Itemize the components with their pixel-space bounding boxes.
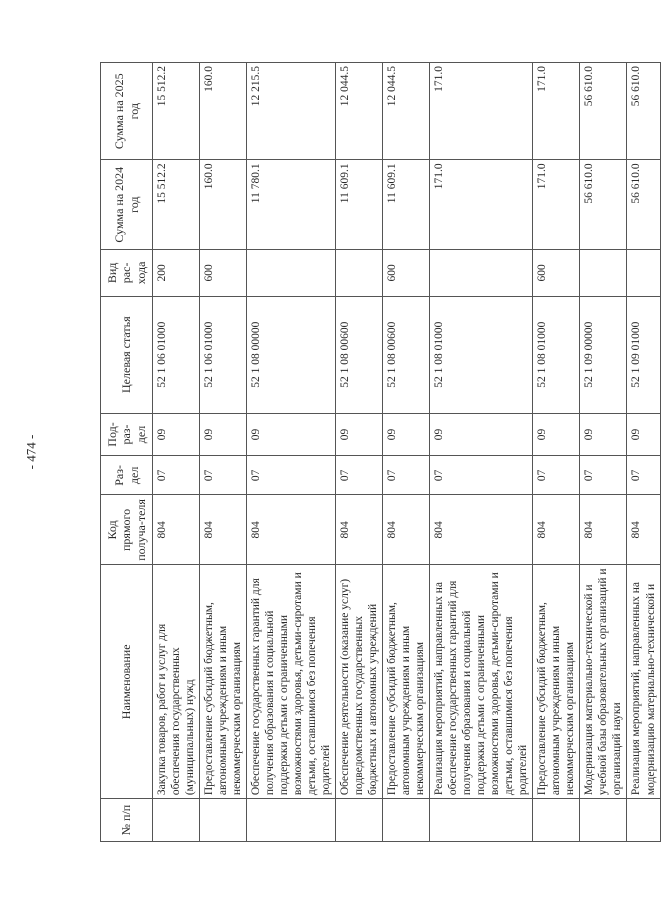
cell-num: [336, 799, 383, 842]
cell-vid: [580, 250, 627, 297]
cell-code: 804: [200, 495, 247, 565]
cell-sum2024: 11 609.1: [336, 160, 383, 250]
cell-vid: [247, 250, 336, 297]
cell-razdel: 07: [200, 456, 247, 495]
cell-article: 52 1 08 00600: [383, 296, 430, 413]
cell-sum2025: 171.0: [430, 63, 533, 160]
table-row: [153, 63, 200, 842]
cell-sum2025: 12 044.5: [336, 63, 383, 160]
cell-sum2024: 56 610.0: [627, 160, 660, 250]
cell-razdel: 07: [383, 456, 430, 495]
header-sum2024: Сумма на 2024 год: [101, 160, 153, 250]
cell-vid: [336, 250, 383, 297]
cell-code: 804: [247, 495, 336, 565]
cell-article: 52 1 06 01000: [153, 296, 200, 413]
cell-razdel: 07: [627, 456, 660, 495]
cell-sum2025: 160.0: [200, 63, 247, 160]
cell-podrazdel: 09: [153, 413, 200, 456]
cell-name: Обеспечение государственных гарантий для получения образования и социальной поддержки детьми с ограниченными возможностями здоровья, детьми-сиротами и детьми, оставшимися без попечения родителей: [247, 565, 336, 799]
cell-sum2025: 56 610.0: [580, 63, 627, 160]
cell-podrazdel: 09: [383, 413, 430, 456]
table-row: [580, 63, 627, 842]
cell-name: Реализация мероприятий, направленных на модернизацию материально-технической и: [627, 565, 660, 799]
cell-article: 52 1 08 00000: [247, 296, 336, 413]
table-row: [383, 63, 430, 842]
cell-sum2024: 171.0: [430, 160, 533, 250]
cell-vid: 600: [200, 250, 247, 297]
cell-razdel: 07: [580, 456, 627, 495]
header-name: Наименование: [101, 565, 153, 799]
header-razdel: Раз-дел: [101, 456, 153, 495]
cell-num: [383, 799, 430, 842]
cell-article: 52 1 08 00600: [336, 296, 383, 413]
cell-code: 804: [336, 495, 383, 565]
budget-table: [100, 62, 661, 842]
cell-sum2024: 11 609.1: [383, 160, 430, 250]
cell-podrazdel: 09: [336, 413, 383, 456]
page-number: - 474 -: [23, 434, 39, 470]
cell-razdel: 07: [153, 456, 200, 495]
cell-name: Предоставление субсидий бюджетным, автономным учреждениям и иным некоммерческим организациям: [533, 565, 580, 799]
cell-code: 804: [533, 495, 580, 565]
cell-num: [153, 799, 200, 842]
cell-code: 804: [627, 495, 660, 565]
table-row: [247, 63, 336, 842]
cell-article: 52 1 08 01000: [430, 296, 533, 413]
cell-sum2024: 171.0: [533, 160, 580, 250]
cell-sum2025: 12 044.5: [383, 63, 430, 160]
cell-sum2024: 15 512.2: [153, 160, 200, 250]
table-row: [336, 63, 383, 842]
cell-sum2024: 11 780.1: [247, 160, 336, 250]
cell-podrazdel: 09: [430, 413, 533, 456]
cell-vid: 600: [533, 250, 580, 297]
table-row: [430, 63, 533, 842]
cell-sum2025: 12 215.5: [247, 63, 336, 160]
cell-code: 804: [430, 495, 533, 565]
cell-num: [247, 799, 336, 842]
cell-article: 52 1 08 01000: [533, 296, 580, 413]
cell-vid: [627, 250, 660, 297]
cell-num: [533, 799, 580, 842]
cell-num: [200, 799, 247, 842]
budget-table-container: [100, 62, 657, 842]
cell-name: Обеспечение деятельности (оказание услуг) подведомственных государственных бюджетных и автономных учреждений: [336, 565, 383, 799]
cell-num: [627, 799, 660, 842]
cell-num: [580, 799, 627, 842]
header-row: [101, 63, 153, 842]
cell-sum2025: 15 512.2: [153, 63, 200, 160]
header-code: Код прямого получа-теля: [101, 495, 153, 565]
cell-podrazdel: 09: [533, 413, 580, 456]
header-podrazdel: Под-раз-дел: [101, 413, 153, 456]
header-vid: Вид рас-хода: [101, 250, 153, 297]
cell-sum2025: 171.0: [533, 63, 580, 160]
cell-razdel: 07: [430, 456, 533, 495]
cell-podrazdel: 09: [200, 413, 247, 456]
header-num: № п/п: [101, 799, 153, 842]
cell-razdel: 07: [336, 456, 383, 495]
cell-vid: 600: [383, 250, 430, 297]
header-article: Целевая статья: [101, 296, 153, 413]
cell-name: Предоставление субсидий бюджетным, автономным учреждениям и иным некоммерческим организациям: [383, 565, 430, 799]
cell-name: Предоставление субсидий бюджетным, автономным учреждениям и иным некоммерческим организациям: [200, 565, 247, 799]
header-sum2025: Сумма на 2025 год: [101, 63, 153, 160]
cell-podrazdel: 09: [627, 413, 660, 456]
table-row: [200, 63, 247, 842]
table-row: [533, 63, 580, 842]
cell-code: 804: [383, 495, 430, 565]
cell-code: 804: [580, 495, 627, 565]
cell-article: 52 1 09 00000: [580, 296, 627, 413]
cell-name: Закупка товаров, работ и услуг для обеспечения государственных (муниципальных) нужд: [153, 565, 200, 799]
cell-article: 52 1 06 01000: [200, 296, 247, 413]
cell-name: Модернизация материально-технической и учебной базы образовательных организаций и организаций науки: [580, 565, 627, 799]
cell-code: 804: [153, 495, 200, 565]
table-body: [153, 63, 661, 842]
cell-razdel: 07: [533, 456, 580, 495]
cell-podrazdel: 09: [580, 413, 627, 456]
cell-sum2024: 56 610.0: [580, 160, 627, 250]
cell-sum2024: 160.0: [200, 160, 247, 250]
cell-podrazdel: 09: [247, 413, 336, 456]
table-row: [627, 63, 660, 842]
cell-razdel: 07: [247, 456, 336, 495]
cell-vid: 200: [153, 250, 200, 297]
cell-vid: [430, 250, 533, 297]
cell-name: Реализация мероприятий, направленных на обеспечение государственных гарантий для получения образования и социальной поддержки детьми с ограниченными возможностями здоровья, детьми-сиротами и детьми, оставшимися без попечения родителей: [430, 565, 533, 799]
cell-num: [430, 799, 533, 842]
cell-article: 52 1 09 01000: [627, 296, 660, 413]
cell-sum2025: 56 610.0: [627, 63, 660, 160]
